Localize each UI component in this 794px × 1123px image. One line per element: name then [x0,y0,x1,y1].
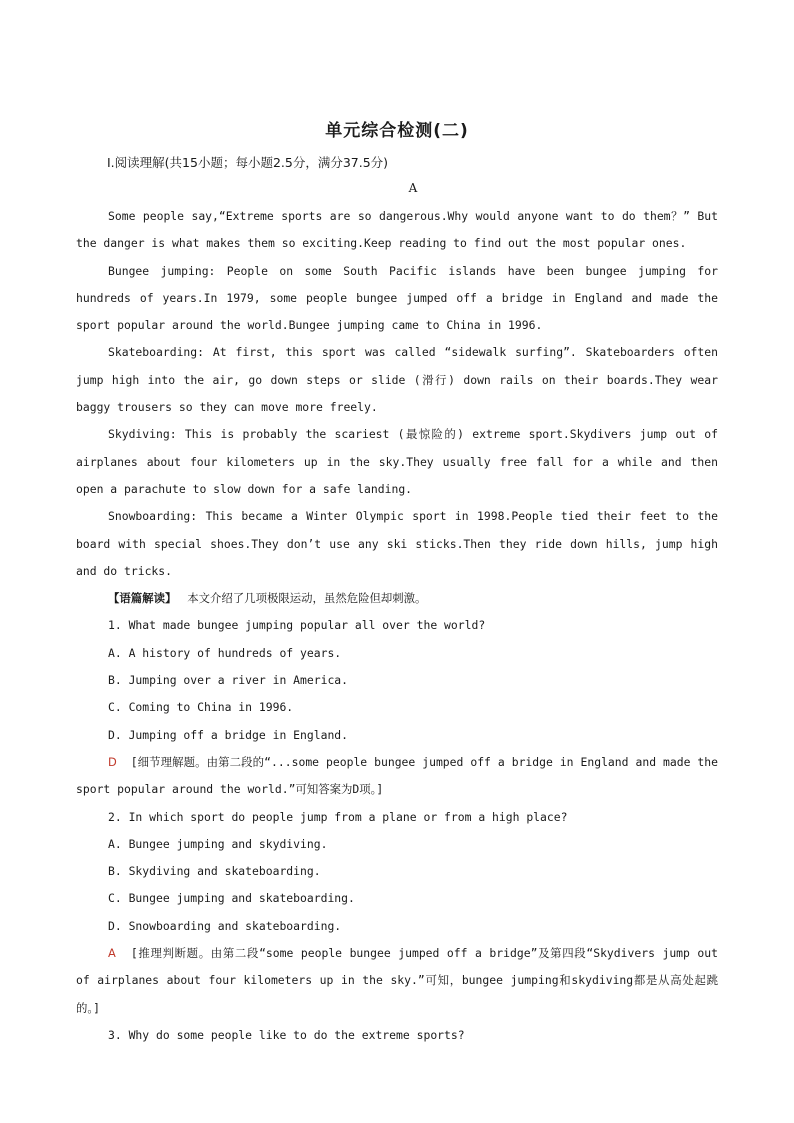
question-option: C. Bungee jumping and skateboarding. [108,891,355,906]
summary-text: 本文介绍了几项极限运动，虽然危险但却刺激。 [187,591,427,606]
question-option: A. A history of hundreds of years. [108,645,342,660]
question-option: C. Coming to China in 1996. [108,700,294,715]
question-option: D. Jumping off a bridge in England. [108,727,349,742]
question-stem: 1. What made bungee jumping popular all over the world? [108,618,486,633]
paragraph: Skydiving: This is probably the scariest (最惊险的) extreme sport.Skydivers jump out of airplanes about four kilometers up in the sky.They usually free fall for a while and then open a parachute to slow down for a safe landing. [76,427,718,496]
paragraph: Snowboarding: This became a Winter Olympic sport in 1998.People tied their feet to the board with special shoes.They don’t use any ski sticks.Then they ride down hills, jump high and do tricks. [76,509,718,578]
question-stem: 2. In which sport do people jump from a plane or from a high place? [108,809,568,824]
paragraph: Bungee jumping: People on some South Pacific islands have been bungee jumping for hundreds of years.In 1979, some people bungee jumped off a bridge in England and made the sport popular around the world.Bungee jumping came to China in 1996. [76,263,718,333]
paragraph: Skateboarding: At first, this sport was called “sidewalk surfing”. Skateboarders often jump high into the air, go down steps or slide (滑行) down rails on their boards.They wear baggy trousers so they can move more freely. [76,345,718,415]
explanation-text: [推理判断题。由第二段“some people bungee jumped off a bridge”及第四段“Skydivers jump out of airplanes about four kilometers up in the sky.”可知，bungee jumping和skydiving都是从高处起跳的。] [76,946,719,1015]
explanation-text: [细节理解题。由第二段的“...some people bungee jumped off a bridge in England and made the sport popular around the world.”可知答案为D项。] [76,754,718,797]
passage-label: A [408,181,418,195]
question-option: A. Bungee jumping and skydiving. [108,836,328,851]
answer-letter: D [108,754,117,769]
paragraph: Some people say,“Extreme sports are so dangerous.Why would anyone want to do them？” But the danger is what makes them so exciting.Keep reading to find out the most popular ones. [76,209,718,251]
answer-explanation [76,749,718,804]
answer-explanation [76,940,718,1022]
question-option: B. Jumping over a river in America. [108,673,349,688]
summary [76,585,718,612]
question-option: D. Snowboarding and skateboarding. [108,918,342,933]
answer-letter: A [108,946,116,961]
document-body [76,203,718,1049]
question-stem: 3. Why do some people like to do the extreme sports? [108,1027,465,1042]
section-heading: Ⅰ.阅读理解(共15小题；每小题2.5分，满分37.5分) [107,155,389,170]
question-option: B. Skydiving and skateboarding. [108,864,321,879]
summary-tag: 【语篇解读】 [108,591,177,606]
page-title: 单元综合检测(二) [325,121,469,141]
